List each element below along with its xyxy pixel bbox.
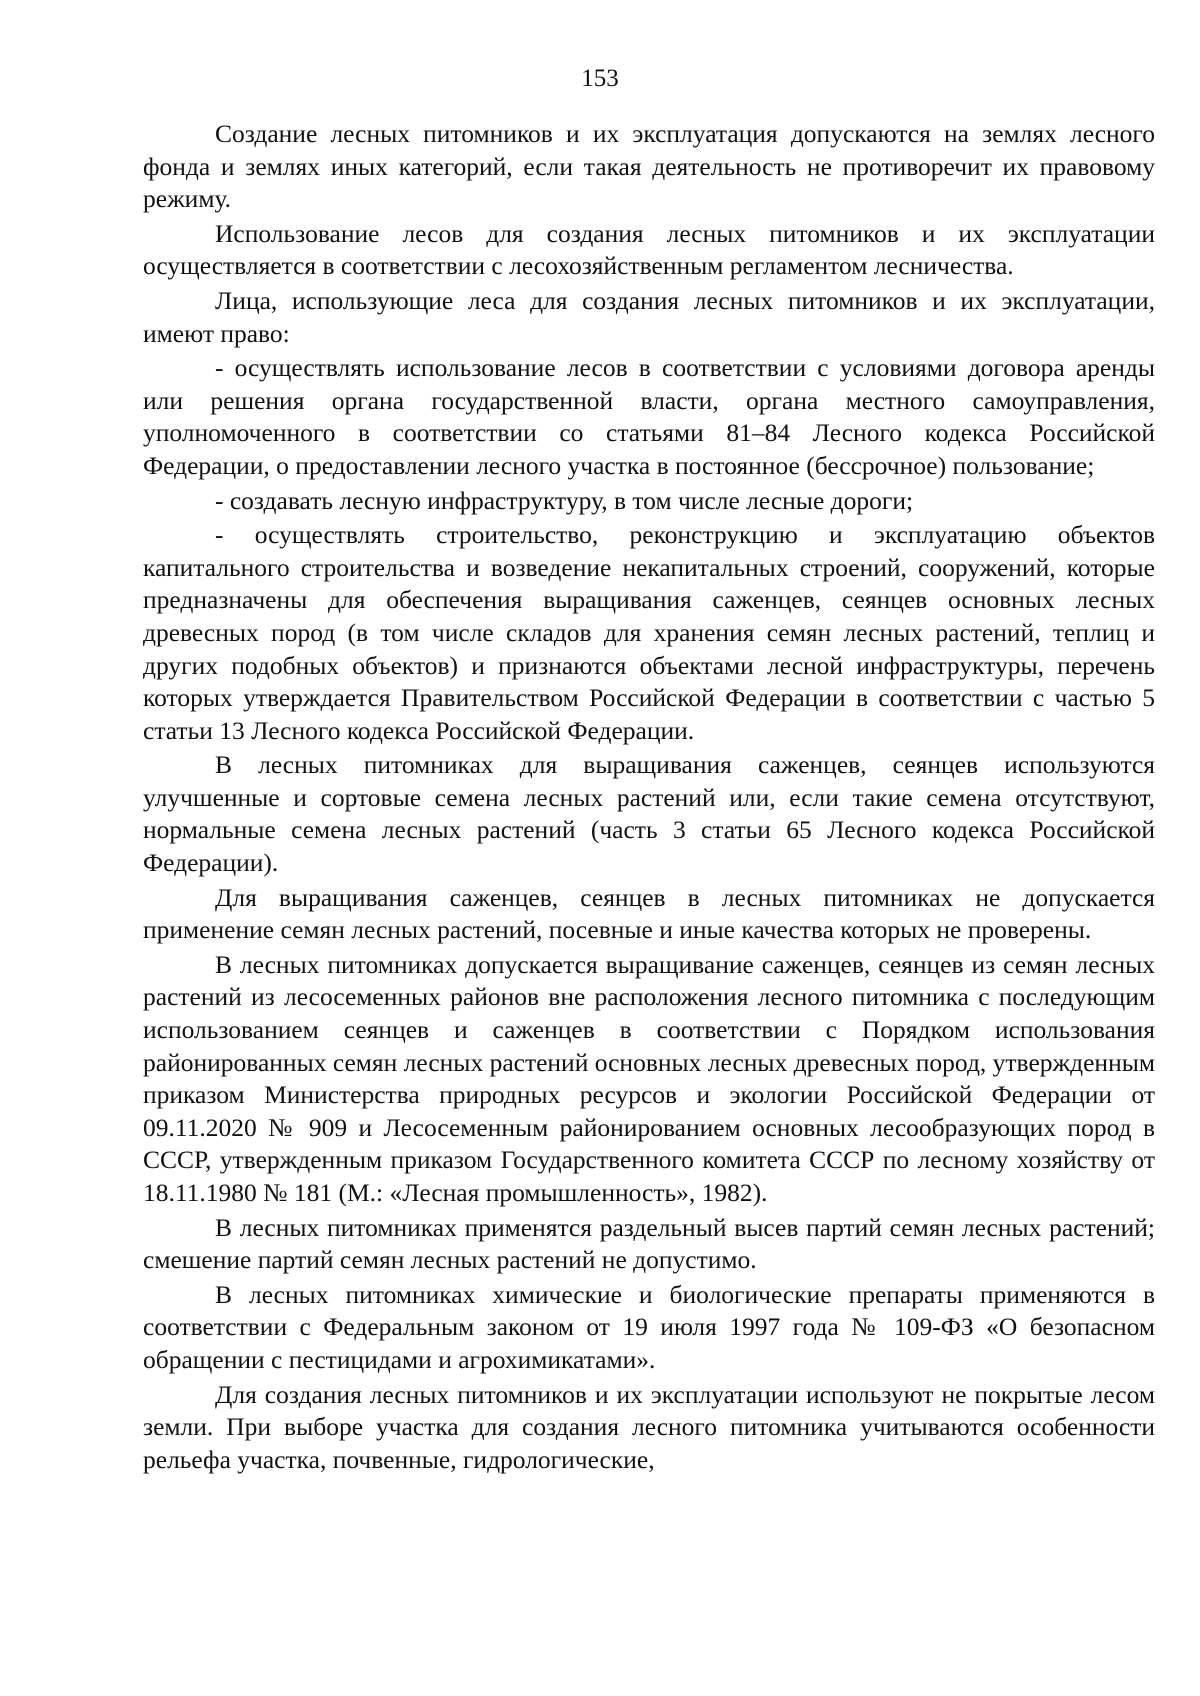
paragraph-5: Для выращивания саженцев, сеянцев в лесных питомниках не допускается применение семян лесных растений, посевные и иные качества которых не проверены.: [143, 882, 1155, 945]
list-item-3: - осуществлять строительство, реконструкцию и эксплуатацию объектов капитального строительства и возведение некапитальных строений, сооружений, которые предназначены для обеспечения выращивания саженцев, сеянцев основных лесных древесных пород (в том числе складов для хранения семян лесных растений, теплиц и других подобных объектов) и признаются объектами лесной инфраструктуры, перечень которых утверждается Правительством Российской Федерации в соответствии с частью 5 статьи 13 Лесного кодекса Российской Федерации.: [143, 520, 1155, 745]
paragraph-4: В лесных питомниках для выращивания саженцев, сеянцев используются улучшенные и сортовые семена лесных растений или, если такие семена отсутствуют, нормальные семена лесных растений (часть 3 статьи 65 Лесного кодекса Российской Федерации).: [143, 750, 1155, 878]
list-item-2: - создавать лесную инфраструктуру, в том числе лесные дороги;: [215, 485, 914, 515]
paragraph-1: Создание лесных питомников и их эксплуатация допускаются на землях лесного фонда и землях иных категорий, если такая деятельность не противоречит их правовому режиму.: [143, 119, 1155, 214]
document-body: [143, 118, 1155, 1476]
list-item-1: - осуществлять использование лесов в соответствии с условиями договора аренды или решения органа государственной власти, органа местного самоуправления, уполномоченного в соответствии со статьями 81–84 Лесного кодекса Российской Федерации, о предоставлении лесного участка в постоянное (бессрочное) пользование;: [143, 353, 1155, 480]
paragraph-2: Использование лесов для создания лесных питомников и их эксплуатации осуществляется в соответствии с лесохозяйственным регламентом лесничества.: [143, 218, 1155, 281]
paragraph-7: В лесных питомниках применятся раздельный высев партий семян лесных растений; смешение партий семян лесных растений не допустимо.: [143, 1212, 1155, 1275]
page-number: 153: [581, 65, 619, 92]
paragraph-9: Для создания лесных питомников и их эксплуатации используют не покрытые лесом земли. При выборе участка для создания лесного питомника учитываются особенности рельефа участка, почвенные, гидрологические,: [143, 1379, 1155, 1474]
paragraph-3: Лица, использующие леса для создания лесных питомников и их эксплуатации, имеют право:: [143, 285, 1155, 348]
paragraph-8: В лесных питомниках химические и биологические препараты применяются в соответствии с Федеральным законом от 19 июля 1997 года № 109-ФЗ «О безопасном обращении с пестицидами и агрохимикатами».: [143, 1279, 1155, 1374]
paragraph-6: В лесных питомниках допускается выращивание саженцев, сеянцев из семян лесных растений из лесосеменных районов вне расположения лесного питомника с последующим использованием сеянцев и саженцев в соответствии с Порядком использования районированных семян лесных растений основных лесных древесных пород, утвержденным приказом Министерства природных ресурсов и экологии Российской Федерации от 09.11.2020 № 909 и Лесосеменным районированием основных лесообразующих пород в СССР, утвержденным приказом Государственного комитета СССР по лесному хозяйству от 18.11.1980 № 181 (М.: «Лесная промышленность», 1982).: [143, 949, 1155, 1207]
